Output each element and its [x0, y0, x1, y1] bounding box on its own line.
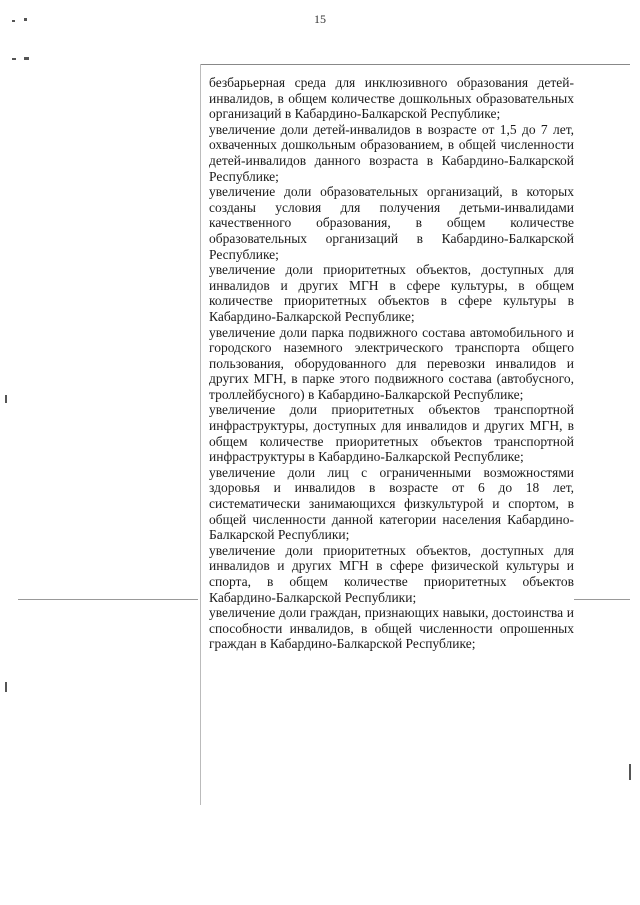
scan-mark [24, 18, 27, 21]
list-item: увеличение доли образовательных организаций, в которых созданы условия для получения детьми-инвалидами качественного образования, в общем количестве образовательных организаций в Кабардино-Балкарской Республике; [209, 184, 574, 262]
scan-mark [629, 764, 631, 780]
scan-mark [24, 57, 29, 60]
indicator-list [209, 75, 574, 652]
table-column-rule [200, 64, 201, 805]
right-dashed-rule [574, 599, 630, 600]
scan-mark [12, 20, 15, 22]
list-item: увеличение доли граждан, признающих навыки, достоинства и способности инвалидов, в общей численности опрошенных граждан в Кабардино-Балкарской Республике; [209, 605, 574, 652]
list-item: безбарьерная среда для инклюзивного образования детей-инвалидов, в общем количестве дошкольных образовательных организаций в Кабардино-Балкарской Республике; [209, 75, 574, 122]
list-item: увеличение доли приоритетных объектов, доступных для инвалидов и других МГН в сфере культуры, в общем количестве приоритетных объектов в сфере культуры в Кабардино-Балкарской Республике; [209, 262, 574, 324]
scan-mark [5, 395, 7, 403]
scan-mark [5, 682, 7, 692]
list-item: увеличение доли приоритетных объектов транспортной инфраструктуры, доступных для инвалидов и других МГН, в общем количестве приоритетных объектов транспортной инфраструктуры в Кабардино-Балкарской Республике; [209, 402, 574, 465]
page-number: 15 [314, 12, 326, 26]
list-item: увеличение доли приоритетных объектов, доступных для инвалидов и других МГН в сфере физической культуры и спорта, в общем количестве приоритетных объектов Кабардино-Балкарской Республики; [209, 542, 574, 605]
scan-mark [12, 58, 16, 60]
list-item: увеличение доли детей-инвалидов в возрасте от 1,5 до 7 лет, охваченных дошкольным образованием, в общей численности детей-инвалидов данного возраста в Кабардино-Балкарской Республике; [209, 121, 574, 184]
list-item: увеличение доли лиц с ограниченными возможностями здоровья и инвалидов в возрасте от 6 до 18 лет, систематически занимающихся физкультурой и спортом, в общей численности данной категории населения Кабардино-Балкарской Республики; [209, 464, 574, 543]
left-dashed-rule [18, 599, 198, 600]
table-top-rule [200, 64, 630, 65]
list-item: увеличение доли парка подвижного состава автомобильного и городского наземного электрического транспорта общего пользования, оборудованного для перевозки инвалидов и других МГН, в парке этого подвижного состава (автобусного, троллейбусного) в Кабардино-Балкарской Республике; [209, 324, 574, 402]
